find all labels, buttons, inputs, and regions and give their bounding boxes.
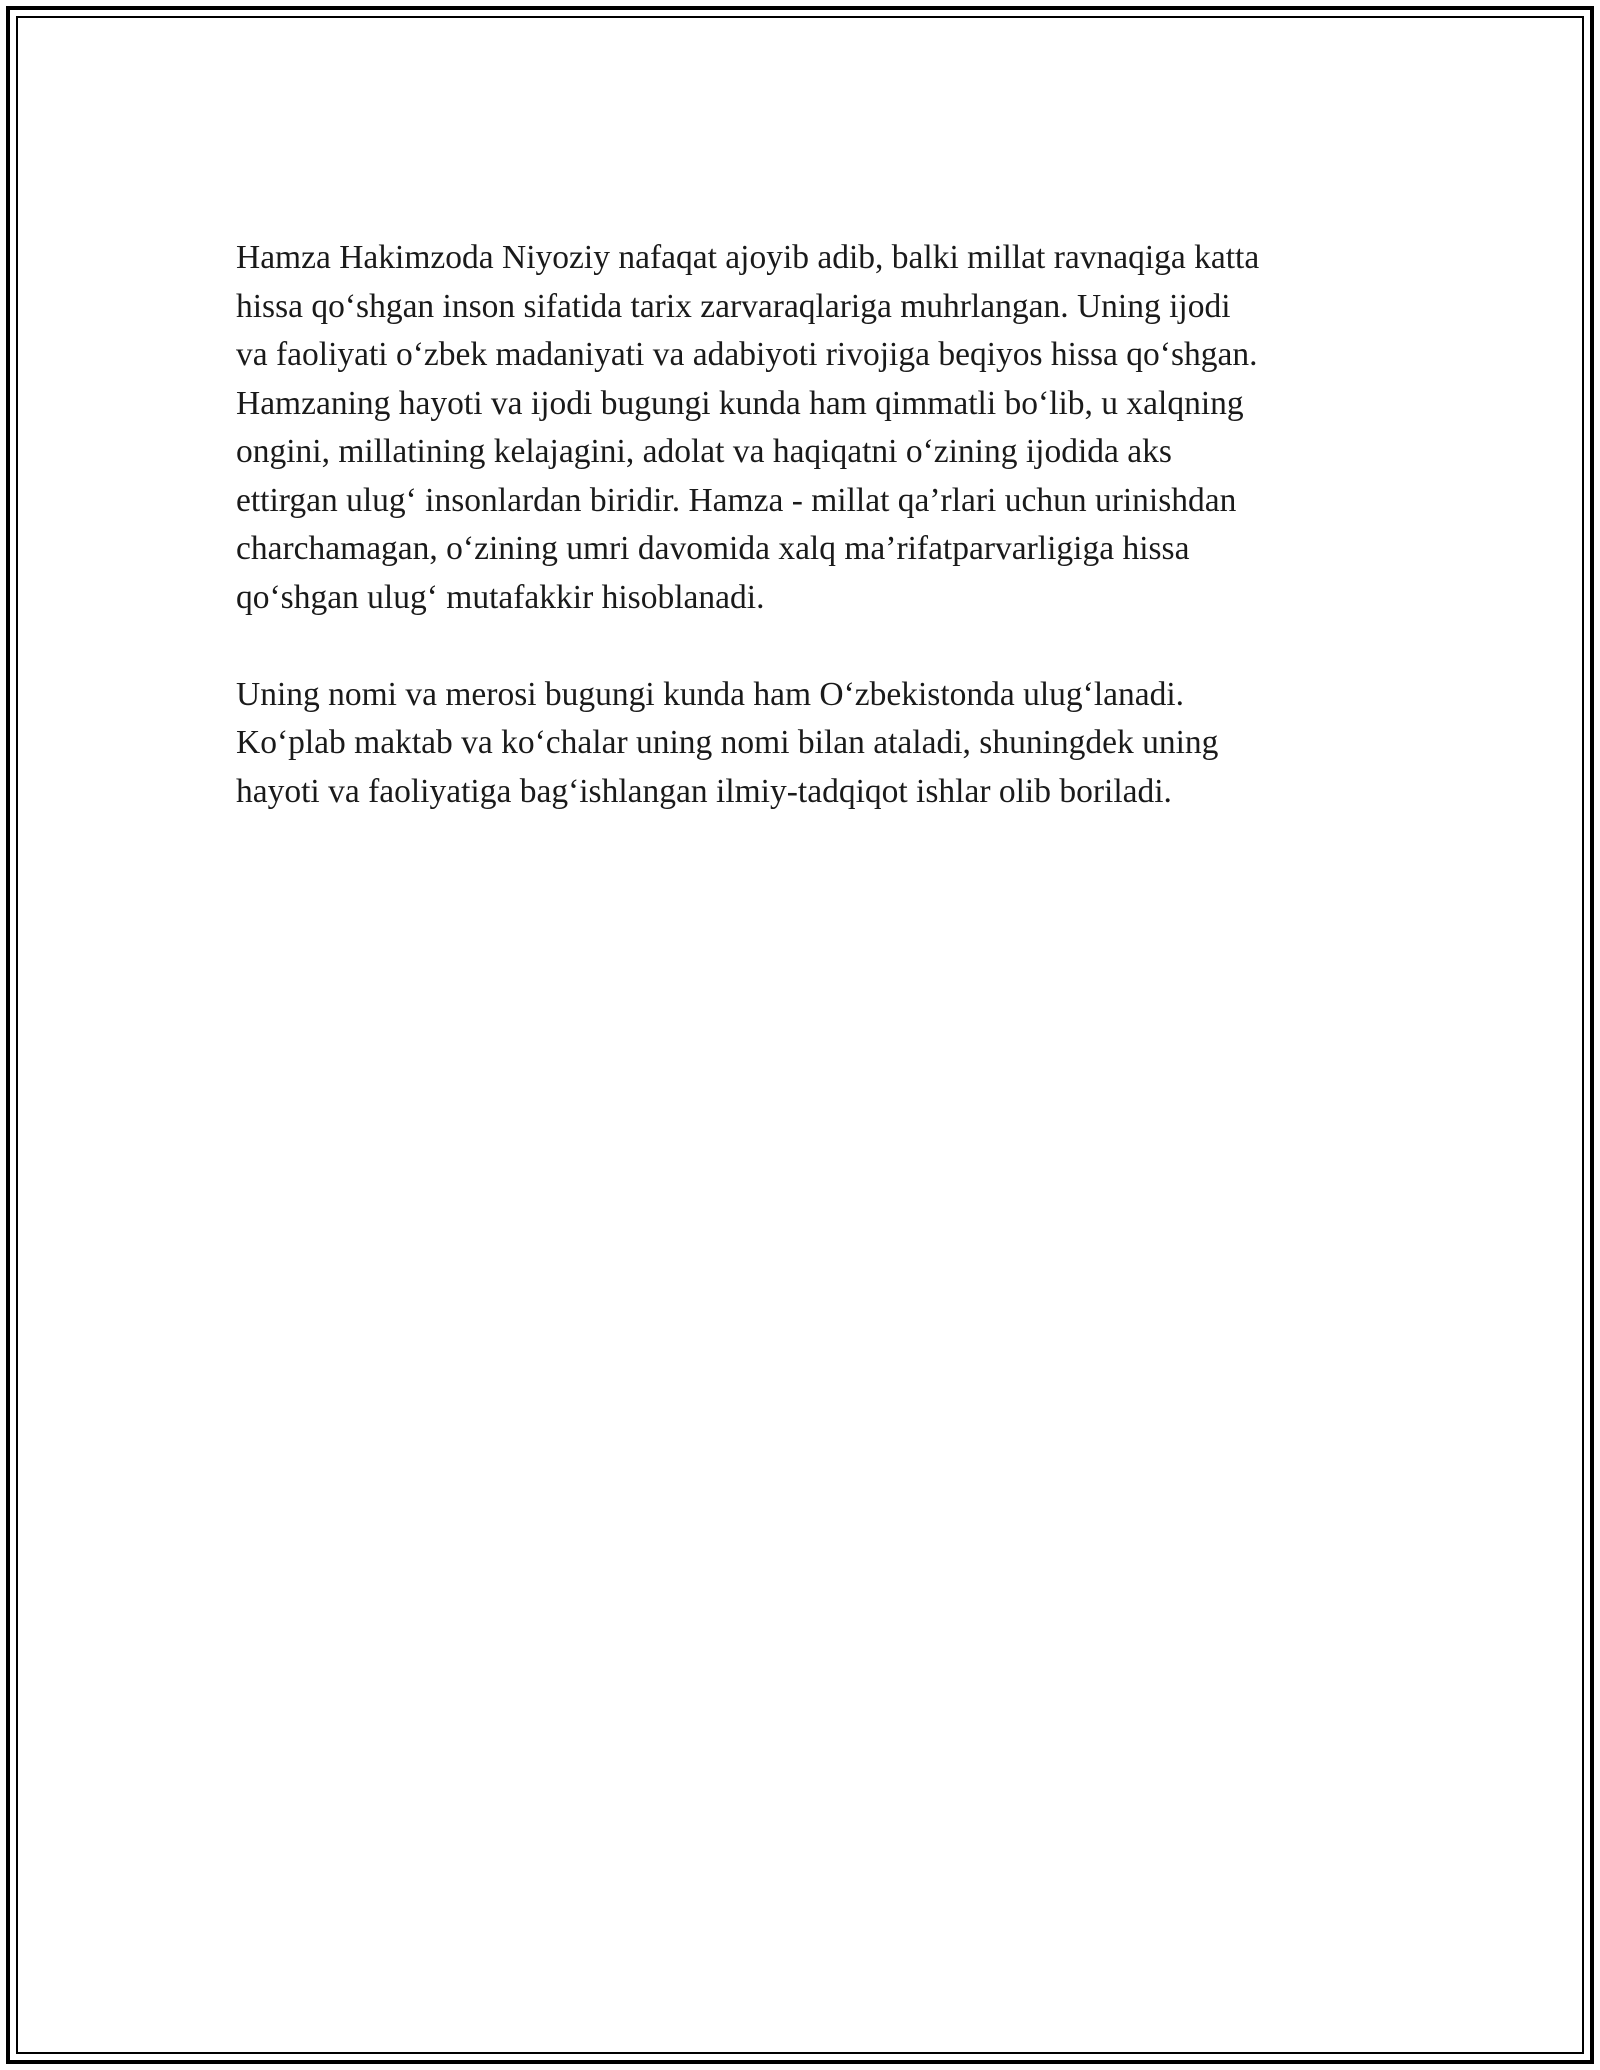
- paragraph-2: [236, 671, 1366, 817]
- paragraph-1: [236, 234, 1366, 622]
- text-line: Uning nomi va merosi bugungi kunda ham O‘zbekistonda ulug‘lanadi.: [236, 675, 1185, 713]
- document-body: [236, 234, 1366, 865]
- text-line: charchamagan, o‘zining umri davomida xalq ma’rifatparvarligiga hissa: [236, 530, 1190, 567]
- text-line: hissa qo‘shgan inson sifatida tarix zarvaraqlariga muhrlangan. Uning ijodi: [236, 287, 1231, 325]
- text-line: qo‘shgan ulug‘ mutafakkir hisoblanadi.: [236, 578, 765, 616]
- text-line: va faoliyati o‘zbek madaniyati va adabiyoti rivojiga beqiyos hissa qo‘shgan.: [236, 336, 1258, 373]
- text-line: Hamzaning hayoti va ijodi bugungi kunda ham qimmatli bo‘lib, u xalqning: [236, 384, 1244, 422]
- text-line: Hamza Hakimzoda Niyoziy nafaqat ajoyib adib, balki millat ravnaqiga katta: [236, 239, 1260, 276]
- text-line: hayoti va faoliyatiga bag‘ishlangan ilmiy-tadqiqot ishlar olib boriladi.: [236, 772, 1172, 810]
- text-line: ongini, millatining kelajagini, adolat va haqiqatni o‘zining ijodida aks: [236, 433, 1172, 470]
- text-line: Ko‘plab maktab va ko‘chalar uning nomi bilan ataladi, shuningdek uning: [236, 724, 1219, 761]
- text-line: ettirgan ulug‘ insonlardan biridir. Hamza - millat qa’rlari uchun urinishdan: [236, 481, 1237, 519]
